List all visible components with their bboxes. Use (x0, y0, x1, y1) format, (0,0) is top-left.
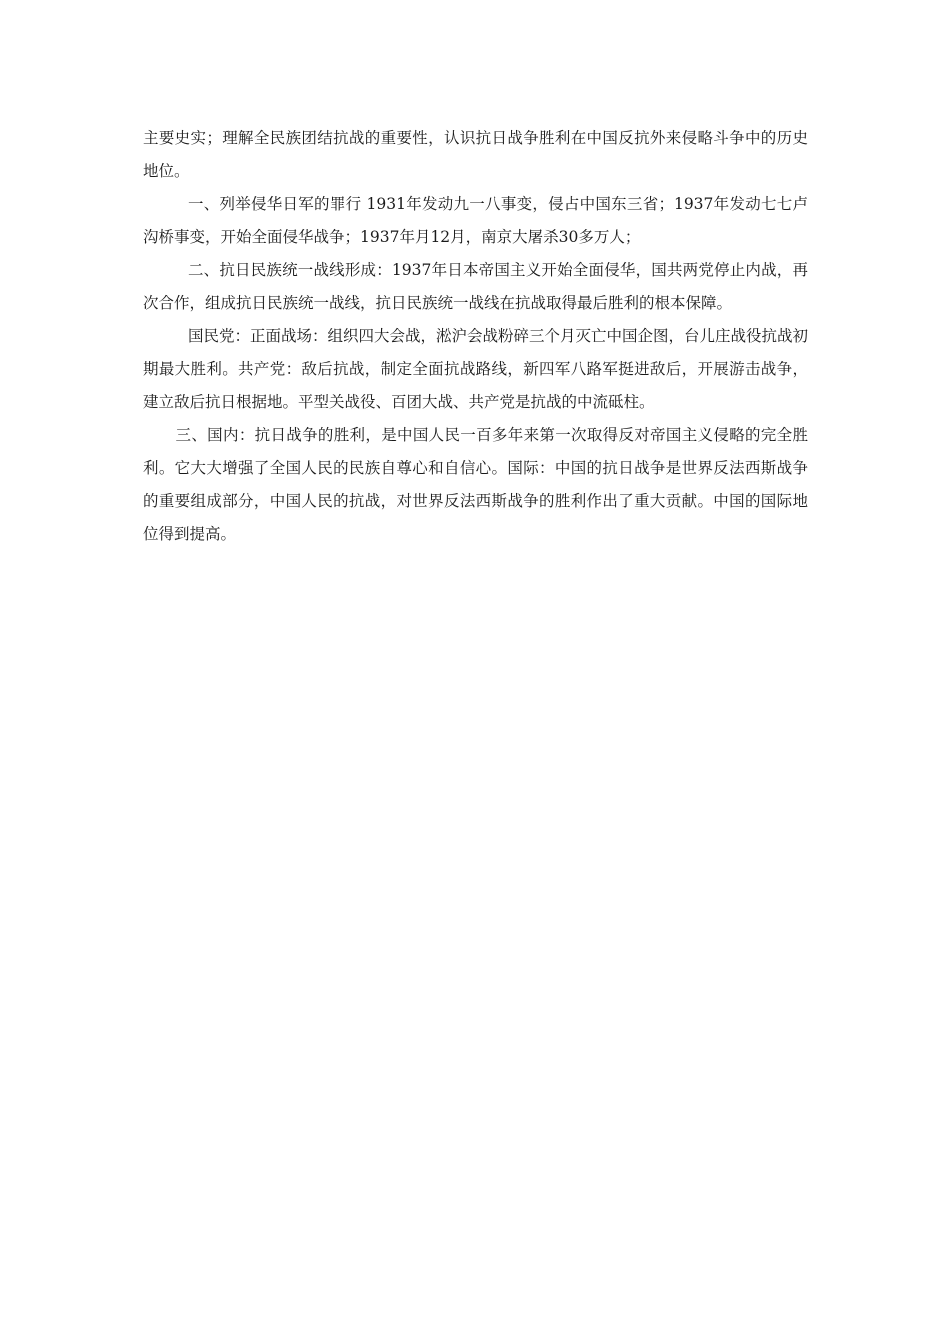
paragraph-section-three: 三、国内：抗日战争的胜利，是中国人民一百多年来第一次取得反对帝国主义侵略的完全胜利。它大大增强了全国人民的民族自尊心和自信心。国际：中国的抗日战争是世界反法西斯战争的重要组成部分，中国人民的抗战，对世界反法西斯战争的胜利作出了重大贡献。中国的国际地位得到提高。 (143, 426, 808, 543)
paragraph-intro: 主要史实；理解全民族团结抗战的重要性，认识抗日战争胜利在中国反抗外来侵略斗争中的历史地位。 (143, 129, 808, 180)
paragraph-battlefields: 国民党：正面战场：组织四大会战，淞沪会战粉碎三个月灭亡中国企图，台儿庄战役抗战初期最大胜利。共产党：敌后抗战，制定全面抗战路线，新四军八路军挺进敌后，开展游击战争，建立敌后抗日根据地。平型关战役、百团大战、共产党是抗战的中流砥柱。 (143, 327, 808, 411)
paragraph-section-one: 一、列举侵华日军的罪行 1931年发动九一八事变，侵占中国东三省；1937年发动七七卢沟桥事变，开始全面侵华战争；1937年月12月，南京大屠杀30多万人； (143, 195, 808, 246)
document-body (143, 122, 808, 551)
paragraph-section-two: 二、抗日民族统一战线形成：1937年日本帝国主义开始全面侵华，国共两党停止内战，再次合作，组成抗日民族统一战线，抗日民族统一战线在抗战取得最后胜利的根本保障。 (143, 261, 808, 312)
